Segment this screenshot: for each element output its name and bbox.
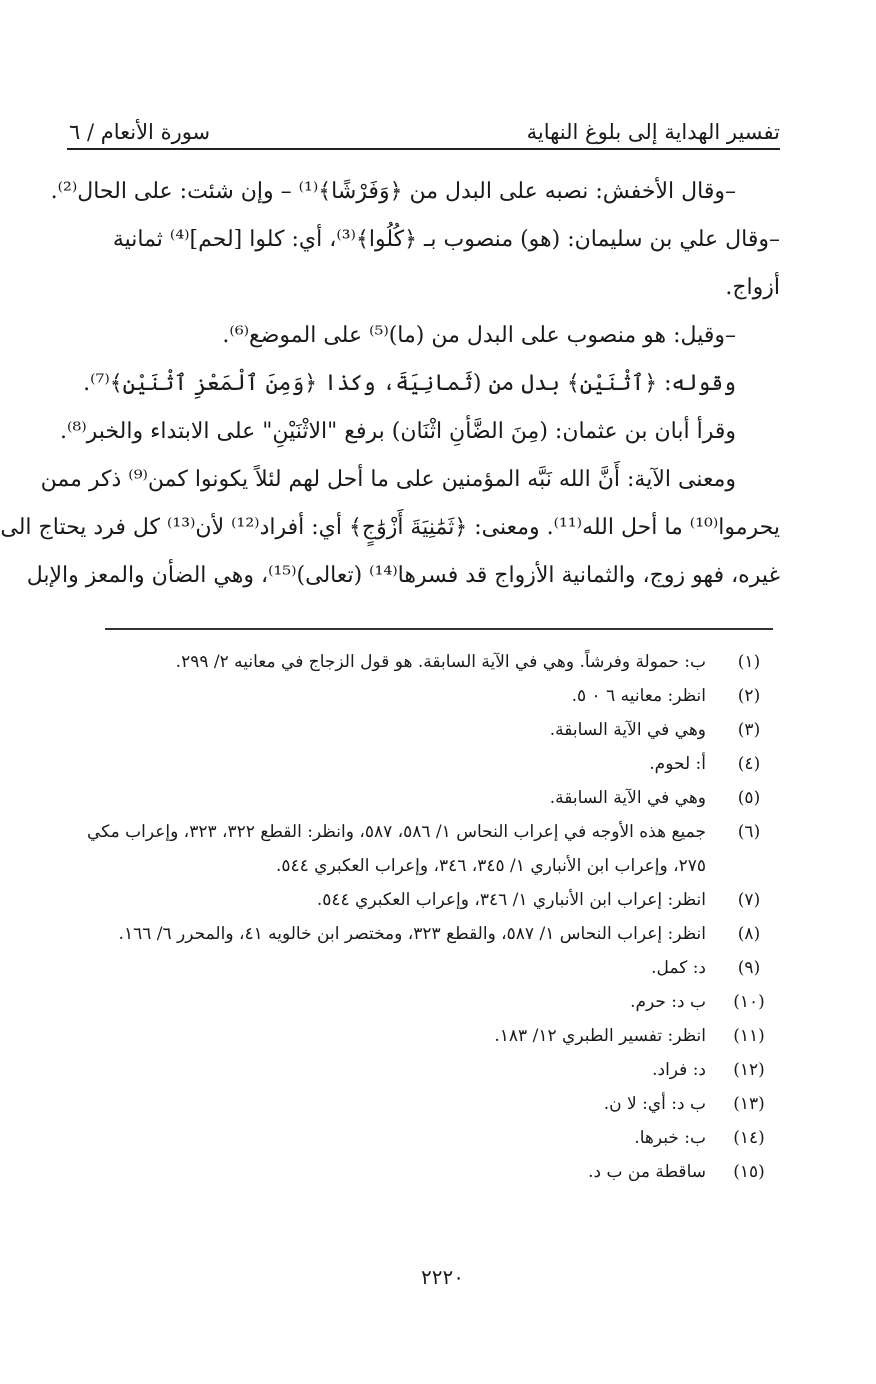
footnote-number: (١١)	[733, 1026, 765, 1046]
text-line: –وقال الأخفش: نصبه على البدل من ﴿وَفَرْشًا﴾⁽¹⁾ – وإن شئت: على الحال⁽²⁾.	[50, 179, 736, 204]
footnote-text: أ: لحوم.	[649, 754, 706, 774]
surah-page-label: سورة الأنعام / ٦	[69, 120, 211, 144]
footnote-number: (١٥)	[733, 1162, 765, 1182]
footnote	[49, 679, 776, 713]
footnote	[49, 1019, 776, 1053]
footnote	[49, 951, 776, 985]
footnote-number: (٩)	[737, 958, 761, 978]
footnote-number: (٧)	[737, 890, 761, 910]
footnote-number: (٨)	[737, 924, 761, 944]
footnote-text: انظر: تفسير الطبري ١٢/ ١٨٣.	[494, 1026, 706, 1046]
footnote-number: (١٤)	[733, 1128, 765, 1148]
footnote-text: ب: حمولة وفرشاً. وهي في الآية السابقة. هو قول الزجاج في معانيه ٢/ ٢٩٩.	[175, 652, 706, 672]
footnote	[49, 781, 776, 815]
text-line: وقرأ أبان بن عثمان: (مِنَ الضَّأنِ اثْنَان) برفع "الاثْنَيْنِ" على الابتداء والخبر⁽⁸⁾.	[60, 419, 736, 444]
footnote-text: وهي في الآية السابقة.	[549, 720, 706, 740]
footnotes	[49, 645, 776, 1189]
book-title: تفسير الهداية إلى بلوغ النهاية	[526, 120, 780, 144]
header-divider	[67, 148, 780, 150]
footnote-number: (٣)	[737, 720, 761, 740]
footnote-text: جميع هذه الأوجه في إعراب النحاس ١/ ٥٨٦، ٥٨٧، وانظر: القطع ٣٢٢، ٣٢٣، وإعراب مكي ٢٧٥، وإعراب ابن الأنباري ١/ ٣٤٥، ٣٤٦، وإعراب العكبري ٥٤٤.	[87, 822, 706, 876]
footnote-text: ب: خبرها.	[634, 1128, 706, 1148]
footnote	[49, 1155, 776, 1189]
footnote	[49, 917, 776, 951]
footnote-text: ب د: حرم.	[630, 992, 706, 1012]
footnote	[49, 747, 776, 781]
text-line: ومعنى الآية: أَنَّ الله نَبَّه المؤمنين على ما أحل لهم لئلاً يكونوا كمن⁽⁹⁾ ذكر ممن	[40, 467, 736, 492]
page-number: ٢٢٢٠	[421, 1265, 464, 1289]
footnote-number: (١٠)	[733, 992, 765, 1012]
footnote-text: د: فراد.	[652, 1060, 706, 1080]
footnote-divider	[105, 628, 773, 630]
text-line: يحرموا⁽¹⁰⁾ ما أحل الله⁽¹¹⁾. ومعنى: ﴿ثَمَٰنِيَةَ أَزْوَٰجٍ﴾ أي: أفراد⁽¹²⁾ لأن⁽¹³⁾ كل فرد يحتاج الى	[0, 515, 780, 540]
footnote	[49, 985, 776, 1019]
footnote-text: انظر: معانيه ٦ ٠ ٥.	[571, 686, 706, 706]
footnote-text: انظر: إعراب النحاس ١/ ٥٨٧، والقطع ٣٢٣، ومختصر ابن خالويه ٤١، والمحرر ٦/ ١٦٦.	[118, 924, 706, 944]
footnote	[49, 713, 776, 747]
text-line: –وقال علي بن سليمان: (هو) منصوب بـ ﴿كُلُوا﴾⁽³⁾، أي: كلوا [لحم]⁽⁴⁾ ثمانية	[112, 227, 780, 252]
footnote-number: (٢)	[737, 686, 761, 706]
footnote-number: (٤)	[737, 754, 761, 774]
footnote	[49, 1087, 776, 1121]
footnote-number: (١٣)	[733, 1094, 765, 1114]
text-line: وقوله: ﴿ٱثْنَيْنِ﴾ بدل من (ثَمانِيَةَ، وكذا ﴿وَمِنَ ٱلْمَعْزِ ٱثْنَيْنِ﴾⁽⁷⁾.	[83, 371, 736, 396]
footnote-number: (١٢)	[733, 1060, 765, 1080]
text-line: أزواج.	[725, 275, 780, 300]
footnote-text: ساقطة من ب د.	[588, 1162, 706, 1182]
text-line: غيره، فهو زوج، والثمانية الأزواج قد فسرها⁽¹⁴⁾ (تعالى)⁽¹⁵⁾، وهي الضأن والمعز والإبل	[26, 563, 780, 588]
footnote-number: (١)	[737, 652, 761, 672]
running-header	[69, 100, 780, 144]
footnote	[49, 1121, 776, 1155]
footnote	[49, 815, 776, 883]
footnote-text: انظر: إعراب ابن الأنباري ١/ ٣٤٦، وإعراب العكبري ٥٤٤.	[316, 890, 706, 910]
main-text	[0, 168, 780, 600]
footnote-text: وهي في الآية السابقة.	[549, 788, 706, 808]
footnote-text: د: كمل.	[651, 958, 706, 978]
footnote	[49, 645, 776, 679]
text-line: –وقيل: هو منصوب على البدل من (ما)⁽⁵⁾ على الموضع⁽⁶⁾.	[222, 323, 736, 348]
footnote	[49, 1053, 776, 1087]
footnote-number: (٥)	[737, 788, 761, 808]
footnote	[49, 883, 776, 917]
footnote-number: (٦)	[737, 822, 761, 842]
footnote-text: ب د: أي: لا ن.	[603, 1094, 706, 1114]
